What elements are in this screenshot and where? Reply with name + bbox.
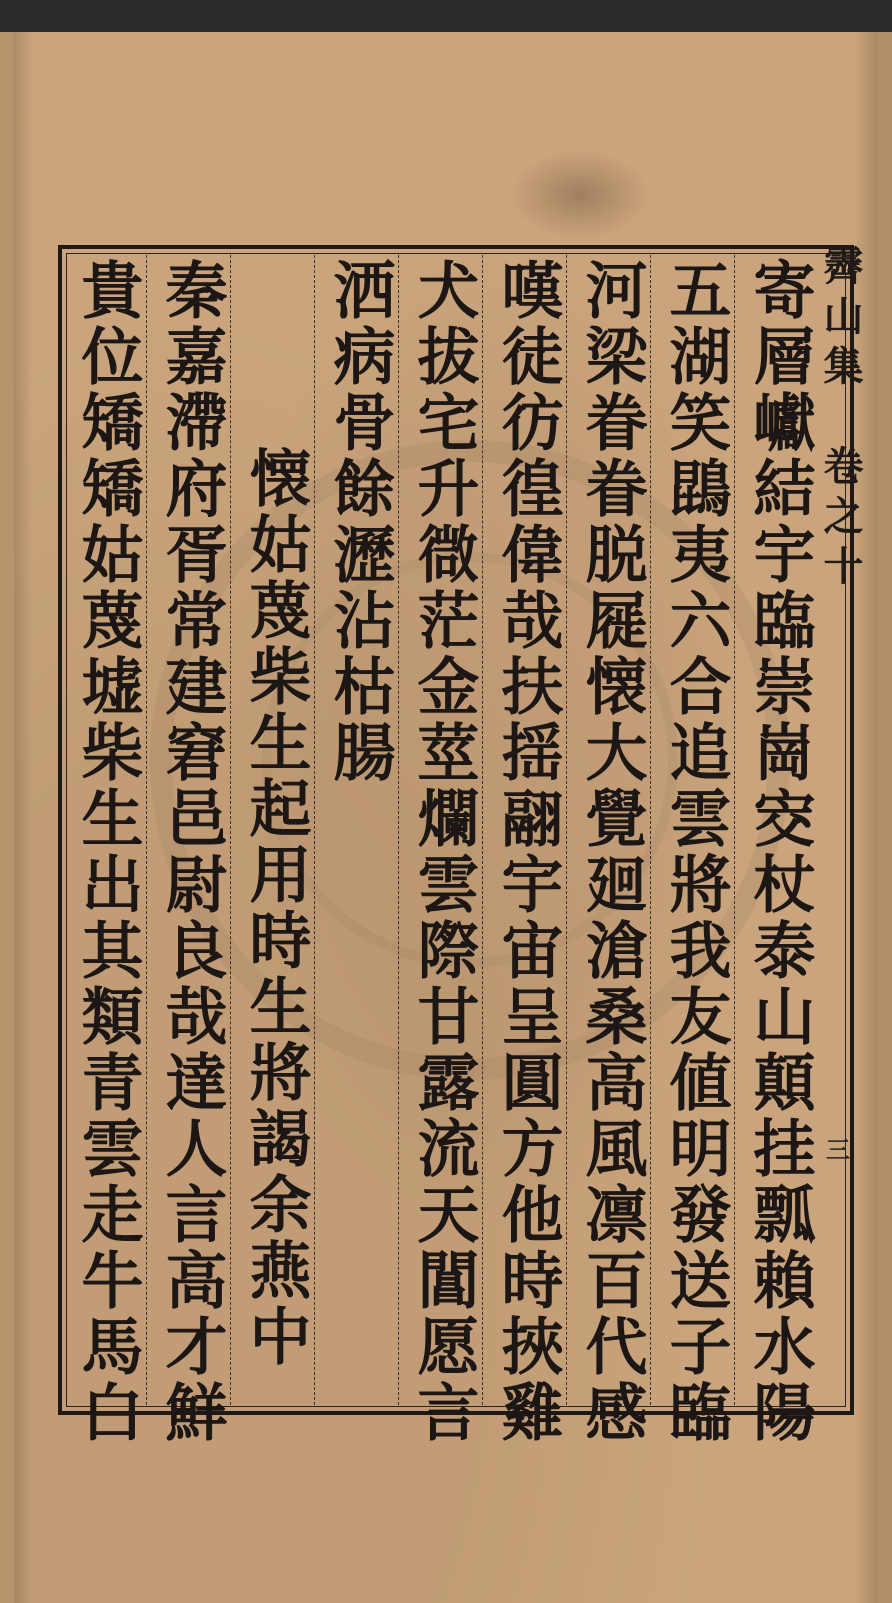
text-column-9: 貴位矯矯姑蔑墟柴生出其類青雲走牛馬白: [71, 258, 144, 1446]
column-divider: [734, 255, 735, 1405]
text-column-2: 五湖笑鵾夷六合追雲將我友値明發送子臨: [659, 258, 732, 1446]
column-divider: [230, 255, 231, 1405]
folio-number: 三: [826, 1135, 850, 1164]
column-divider: [482, 255, 483, 1405]
ink-stain: [510, 150, 650, 240]
column-divider: [314, 255, 315, 1405]
text-column-1: 寄層巘結宇臨崇崗㝔杖泰山顛挂瓢賴水陽: [743, 258, 816, 1446]
text-column-8: 秦嘉滯府胥常建窘邑尉良哉達人言高才鮮: [155, 258, 228, 1446]
text-column-7: 懐姑蔑柴生起用時生將謁余燕中: [239, 380, 312, 1370]
page-edge: [878, 32, 892, 1603]
column-divider: [566, 255, 567, 1405]
column-divider: [398, 255, 399, 1405]
text-column-6: 洒病骨餘瀝沾枯腸: [323, 258, 396, 786]
text-column-5: 犬拔宅升㣲茫金莖爛雲際甘露流天閶愿言: [407, 258, 480, 1446]
text-column-4: 嘆徒彷徨偉哉扶揺翮宇宙呈圓方他時挾雞: [491, 258, 564, 1446]
margin-title: 霽山集 卷之十: [817, 245, 864, 595]
column-divider: [146, 255, 147, 1405]
previous-page-edge: [0, 32, 15, 1603]
text-column-3: 河梁眷眷脱屣懐大覺廻滄桑高風凛百代感: [575, 258, 648, 1446]
column-divider: [650, 255, 651, 1405]
